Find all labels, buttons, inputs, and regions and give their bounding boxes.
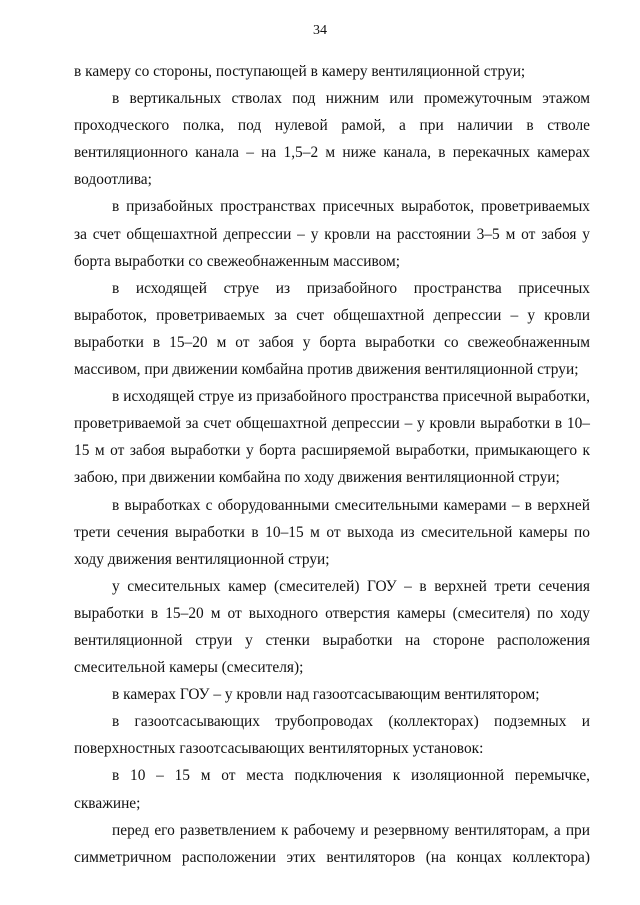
paragraph-9: в газоотсасывающих трубопроводах (коллекторах) подземных и поверхностных газоотсасывающих вентиляторных установок:	[74, 713, 590, 758]
document-body	[74, 58, 590, 871]
paragraph-5: в исходящей струе из призабойного пространства присечной выработки, проветриваемой за счет общешахтной депрессии – у кровли выработки в 10–15 м от забоя выработки у борта расширяемой выработки, примыкающего к забою, при движении комбайна по ходу движения вентиляционной струи;	[74, 388, 590, 487]
paragraph-2: в вертикальных стволах под нижним или промежуточным этажом проходческого полка, под нулевой рамой, а при наличии в стволе вентиляционного канала – на 1,5–2 м ниже канала, в перекачных камерах водоотлива;	[74, 90, 590, 189]
paragraph-1: в камеру со стороны, поступающей в камеру вентиляционной струи;	[74, 63, 526, 80]
paragraph-7: у смесительных камер (смесителей) ГОУ – в верхней трети сечения выработки в 15–20 м от выходного отверстия камеры (смесителя) по ходу вентиляционной струи у стенки выработки на стороне расположения смесительной камеры (смесителя);	[74, 577, 590, 677]
paragraph-8: в камерах ГОУ – у кровли над газоотсасывающим вентилятором;	[112, 686, 540, 704]
paragraph-10: в 10 – 15 м от места подключения к изоляционной перемычке, скважине;	[74, 767, 590, 812]
paragraph-4: в исходящей струе из призабойного пространства присечных выработок, проветриваемых за счет общешахтной депрессии – у кровли выработки в 15–20 м от забоя у борта выработки со свежеобнаженным массивом, при движении комбайна против движения вентиляционной струи;	[74, 279, 590, 379]
paragraph-3: в призабойных пространствах присечных выработок, проветриваемых за счет общешахтной депрессии – у кровли на расстоянии 3–5 м от забоя у борта выработки со свежеобнаженным массивом;	[74, 198, 590, 270]
page-number: 34	[313, 23, 327, 38]
paragraph-6: в выработках с оборудованными смесительными камерами – в верхней трети сечения выработки в 10–15 м от выхода из смесительной камеры по ходу движения вентиляционной струи;	[74, 496, 590, 568]
paragraph-11: перед его разветвлением к рабочему и резервному вентиляторам, а при симметричном расположении этих вентиляторов (на концах коллектора)	[74, 821, 590, 866]
